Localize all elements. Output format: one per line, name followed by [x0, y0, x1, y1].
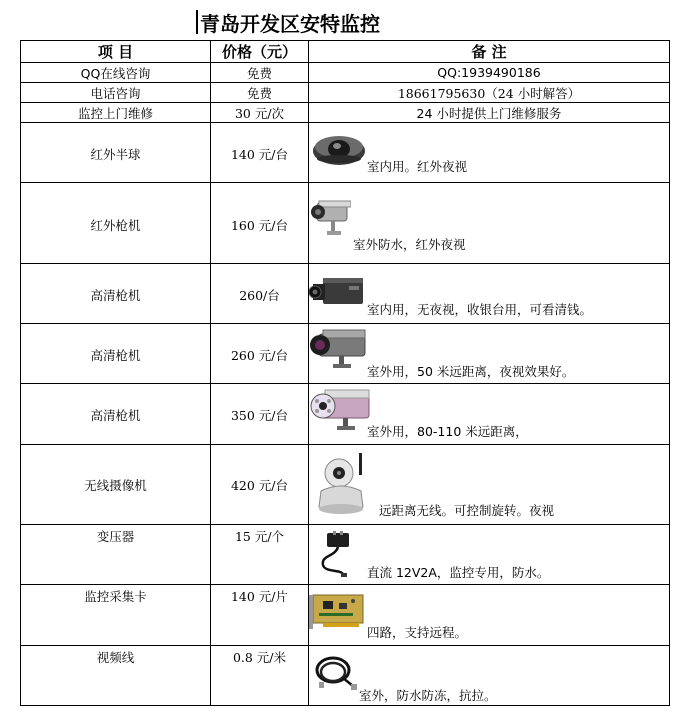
price-cell: 0.8 元/米 — [211, 646, 309, 706]
table-row — [21, 324, 670, 384]
note-text: 远距离无线。可控制旋转。夜视 — [379, 503, 555, 518]
note-text: 室内用，无夜视，收银台用，可看清钱。 — [367, 302, 593, 317]
table-row — [21, 103, 670, 123]
price-cell: 140 元/片 — [211, 585, 309, 646]
note-cell: 18661795630（24 小时解答） — [309, 83, 670, 103]
note-text: 室外，防水防冻，抗拉。 — [359, 688, 497, 703]
note-cell — [309, 445, 670, 525]
note-text: 室外用，80-110 米远距离， — [367, 424, 528, 439]
dome-camera-icon — [311, 129, 367, 167]
note-cell — [309, 123, 670, 183]
item-cell: 视频线 — [21, 646, 211, 706]
item-cell: 监控上门维修 — [21, 103, 211, 123]
text-cursor — [196, 10, 198, 34]
item-cell: 无线摄像机 — [21, 445, 211, 525]
note-text: 直流 12V2A，监控专用，防水。 — [367, 565, 550, 580]
price-cell: 260/台 — [211, 264, 309, 324]
note-cell — [309, 264, 670, 324]
note-cell — [309, 183, 670, 264]
note-cell — [309, 646, 670, 706]
table-row — [21, 264, 670, 324]
header-row — [21, 41, 670, 63]
note-cell — [309, 525, 670, 585]
page-title: 青岛开发区安特监控 — [200, 12, 380, 36]
price-cell: 420 元/台 — [211, 445, 309, 525]
price-cell: 160 元/台 — [211, 183, 309, 264]
video-cable-icon — [313, 652, 361, 694]
box-camera-icon — [309, 272, 365, 310]
table-row — [21, 445, 670, 525]
note-cell — [309, 384, 670, 445]
item-cell: 红外枪机 — [21, 183, 211, 264]
price-cell: 30 元/次 — [211, 103, 309, 123]
price-table — [20, 40, 670, 706]
table-row — [21, 83, 670, 103]
item-cell: 变压器 — [21, 525, 211, 585]
price-cell: 350 元/台 — [211, 384, 309, 445]
bullet-camera-icon — [309, 199, 351, 239]
table-row — [21, 585, 670, 646]
item-cell: 红外半球 — [21, 123, 211, 183]
table-row — [21, 525, 670, 585]
note-cell: QQ:1939490186 — [309, 63, 670, 83]
price-cell: 15 元/个 — [211, 525, 309, 585]
item-cell: 高清枪机 — [21, 324, 211, 384]
item-cell: 高清枪机 — [21, 264, 211, 324]
long-range-camera-icon — [309, 328, 367, 370]
note-cell — [309, 585, 670, 646]
item-cell: 监控采集卡 — [21, 585, 211, 646]
note-text: 室内用。红外夜视 — [367, 159, 468, 174]
table-row — [21, 384, 670, 445]
price-cell: 260 元/台 — [211, 324, 309, 384]
header-note: 备 注 — [309, 41, 670, 63]
power-adapter-icon — [313, 531, 361, 579]
table-row — [21, 646, 670, 706]
price-cell: 免费 — [211, 83, 309, 103]
table-row — [21, 63, 670, 83]
note-text: 室外防水，红外夜视 — [353, 237, 466, 252]
note-cell: 24 小时提供上门维修服务 — [309, 103, 670, 123]
capture-card-icon — [309, 591, 365, 633]
note-cell — [309, 324, 670, 384]
note-text: 四路，支持远程。 — [367, 625, 468, 640]
wireless-ptz-camera-icon — [311, 451, 371, 517]
table-row — [21, 123, 670, 183]
item-cell: QQ在线咨询 — [21, 63, 211, 83]
header-price: 价格（元） — [211, 41, 309, 63]
price-cell: 免费 — [211, 63, 309, 83]
header-item: 项 目 — [21, 41, 211, 63]
item-cell: 电话咨询 — [21, 83, 211, 103]
ir-array-camera-icon — [309, 388, 371, 432]
table-row — [21, 183, 670, 264]
item-cell: 高清枪机 — [21, 384, 211, 445]
price-cell: 140 元/台 — [211, 123, 309, 183]
note-text: 室外用，50 米远距离，夜视效果好。 — [367, 364, 575, 379]
